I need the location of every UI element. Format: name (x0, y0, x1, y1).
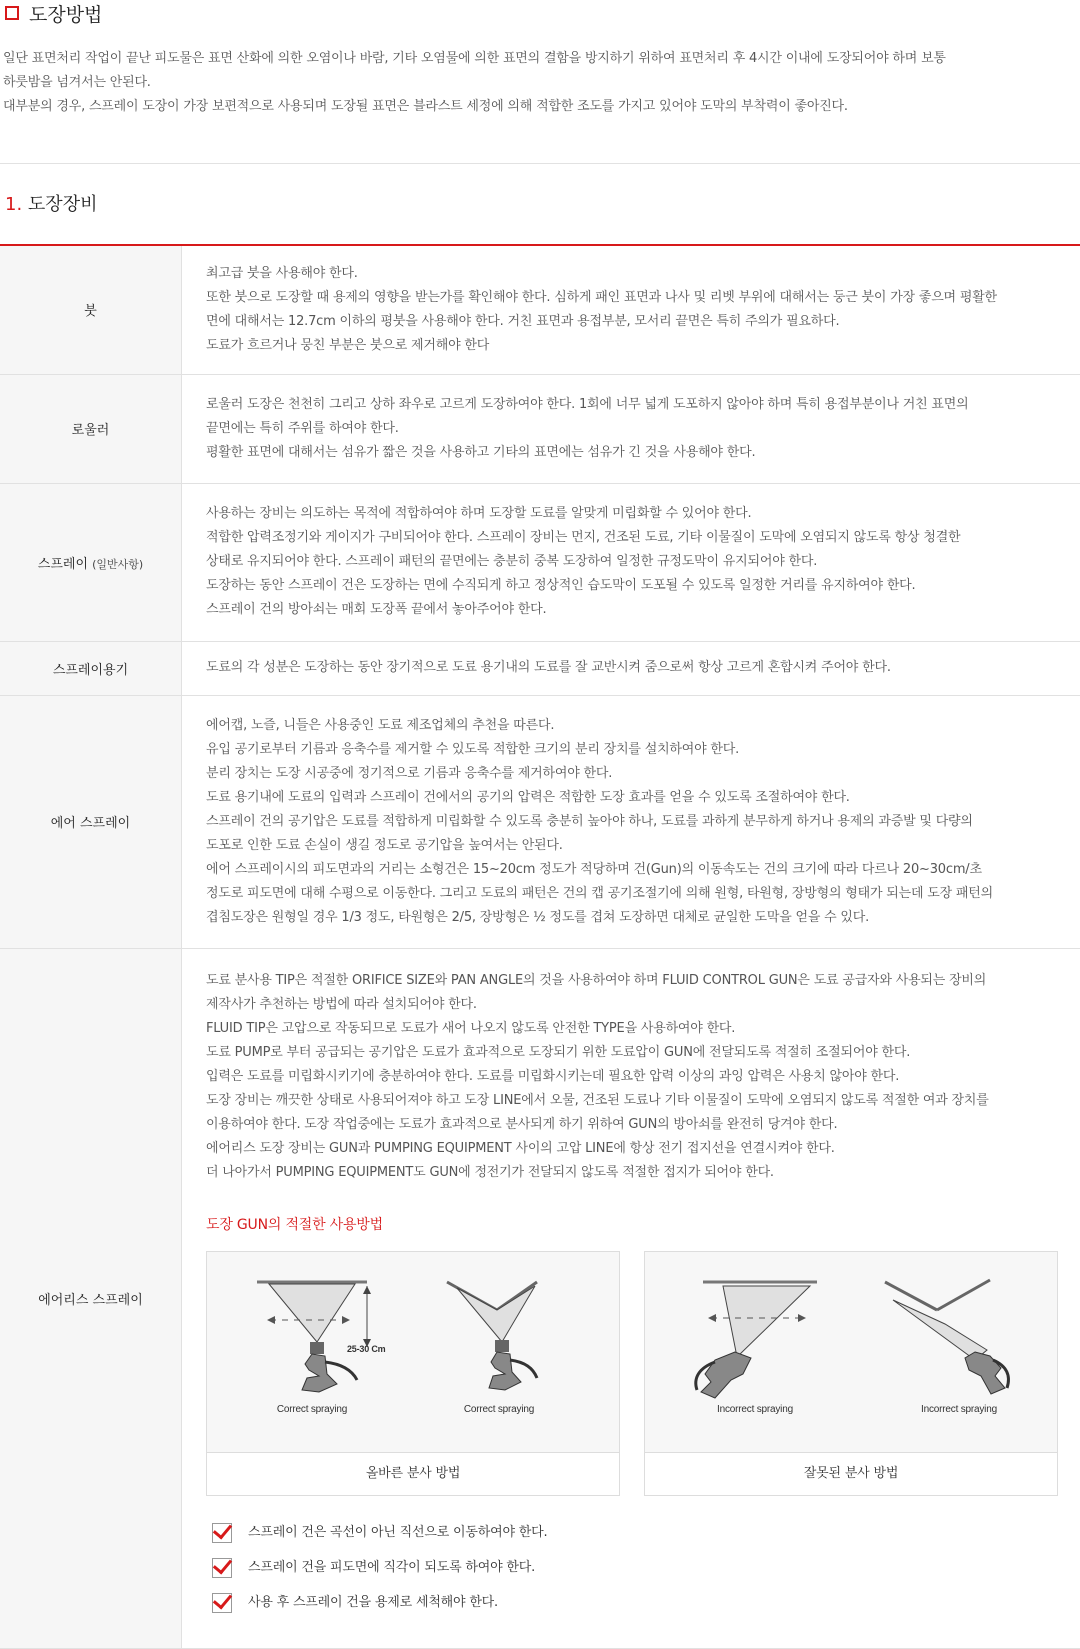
body-line: 더 나아가서 PUMPING EQUIPMENT도 GUN에 정전기가 전달되지 않도록 적절한 접지가 되어야 한다. (206, 1161, 1058, 1185)
checkmark-icon (212, 1558, 232, 1578)
equipment-table (0, 244, 1080, 1649)
body-line: 적합한 압력조정기와 게이지가 구비되어야 한다. 스프레이 장비는 먼지, 건조된 도료, 기타 이물질이 도막에 오염되지 않도록 항상 청결한 (206, 526, 1058, 550)
body-line: 도포로 인한 도료 손실이 생길 정도로 공기압을 높여서는 안된다. (206, 834, 1058, 858)
row-label (0, 483, 182, 641)
table-row (0, 695, 1080, 948)
incorrect-spraying-caption: 잘못된 분사 방법 (645, 1453, 1057, 1495)
body-line: 상태로 유지되어야 한다. 스프레이 패턴의 끝면에는 충분히 중복 도장하여 일정한 규정도막이 유지되어야 한다. (206, 550, 1058, 574)
row-label: 로울러 (0, 374, 182, 483)
row-body (182, 641, 1080, 695)
body-line: 겹침도장은 원형일 경우 1/3 정도, 타원형은 2/5, 장방형은 ½ 정도를 겹쳐 도장하면 대체로 균일한 도막을 얻을 수 있다. (206, 906, 1058, 930)
figure-label: Correct spraying (277, 1404, 347, 1415)
body-line: 도장하는 동안 스프레이 건은 도장하는 면에 수직되게 하고 정상적인 습도막이 도포될 수 있도록 일정한 거리를 유지하여야 한다. (206, 574, 1058, 598)
intro-line: 일단 표면처리 작업이 끝난 피도물은 표면 산화에 의한 오염이나 바람, 기타 오염물에 의한 표면의 결함을 방지하기 위하여 표면처리 후 4시간 이내에 도장되어야 하며 보통 (3, 47, 1073, 71)
body-line: 이용하여야 한다. 도장 작업중에는 도료가 효과적으로 분사되게 하기 위하여 GUN의 방아쇠를 완전히 당겨야 한다. (206, 1113, 1058, 1137)
page-title: 도장방법 (29, 0, 102, 27)
row-body (182, 245, 1080, 374)
intro-text (3, 47, 1073, 119)
body-line: 도장 장비는 깨끗한 상태로 사용되어져야 하고 도장 LINE에서 오물, 건조된 도료나 기타 이물질이 도막에 오염되지 않도록 적절한 여과 장치를 (206, 1089, 1058, 1113)
body-line: 에어 스프레이시의 피도면과의 거리는 소형건은 15~20cm 정도가 적당하며 건(Gun)의 이동속도는 건의 크기에 따라 다르나 20~30cm/초 (206, 858, 1058, 882)
checklist-text: 사용 후 스프레이 건을 용제로 세척해야 한다. (248, 1591, 498, 1615)
body-line: 면에 대해서는 12.7cm 이하의 평붓을 사용해야 한다. 거친 표면과 용접부분, 모서리 끝면은 특히 주의가 필요하다. (206, 310, 1058, 334)
intro-line: 대부분의 경우, 스프레이 도장이 가장 보편적으로 사용되며 도장될 표면은 블라스트 세정에 의해 적합한 조도를 가지고 있어야 도막의 부착력이 좋아진다. (3, 95, 1073, 119)
section-title-text: 도장장비 (28, 194, 98, 215)
body-line: 도료가 흐르거나 뭉친 부분은 붓으로 제거해야 한다 (206, 334, 1058, 358)
row-label: 스프레이용기 (0, 641, 182, 695)
body-line: 또한 붓으로 도장할 때 용제의 영향을 받는가를 확인해야 한다. 심하게 패인 표면과 나사 및 리벳 부위에 대해서는 둥근 붓이 가장 좋으며 평활한 (206, 286, 1058, 310)
checklist-item (206, 1586, 1058, 1621)
body-line: 도료 PUMP로 부터 공급되는 공기압은 도료가 효과적으로 도장되기 위한 도료압이 GUN에 전달되도록 적절히 조절되어야 한다. (206, 1041, 1058, 1065)
figure-label: Correct spraying (464, 1404, 534, 1415)
body-line: FLUID TIP은 고압으로 작동되므로 도료가 새어 나오지 않도록 안전한 TYPE을 사용하여야 한다. (206, 1017, 1058, 1041)
body-line: 에어캡, 노즐, 니들은 사용중인 도료 제조업체의 추천을 따른다. (206, 714, 1058, 738)
body-line: 분리 장치는 도장 시공중에 정기적으로 기름과 응축수를 제거하여야 한다. (206, 762, 1058, 786)
divider (0, 163, 1080, 164)
row-label: 붓 (0, 245, 182, 374)
body-line: 스프레이 건의 방아쇠는 매회 도장폭 끝에서 놓아주어야 한다. (206, 598, 1058, 622)
square-bullet-icon (5, 6, 19, 20)
checklist-item (206, 1516, 1058, 1551)
table-row (0, 374, 1080, 483)
correct-spraying-image (207, 1252, 619, 1453)
figure-label: Incorrect spraying (921, 1404, 997, 1415)
body-line: 에어리스 도장 장비는 GUN과 PUMPING EQUIPMENT 사이의 고압 LINE에 항상 전기 접지선을 연결시켜야 한다. (206, 1137, 1058, 1161)
body-line: 제작사가 추천하는 방법에 따라 설치되어야 한다. (206, 993, 1058, 1017)
incorrect-spraying-illustration (645, 1252, 1057, 1452)
row-body (182, 695, 1080, 948)
body-line: 정도로 피도면에 대해 수평으로 이동한다. 그리고 도료의 패턴은 건의 캡 공기조절기에 의해 원형, 타원형, 장방형의 형태가 되는데 도장 패턴의 (206, 882, 1058, 906)
row-body (182, 374, 1080, 483)
body-line: 최고급 붓을 사용해야 한다. (206, 262, 1058, 286)
body-line: 도료 분사용 TIP은 적절한 ORIFICE SIZE와 PAN ANGLE의 것을 사용하여야 하며 FLUID CONTROL GUN은 도료 공급자와 사용되는 장비의 (206, 969, 1058, 993)
correct-spraying-illustration (207, 1252, 619, 1452)
body-line: 도료 용기내에 도료의 입력과 스프레이 건에서의 공기의 압력은 적합한 도장 효과를 얻을 수 있도록 조절하여야 한다. (206, 786, 1058, 810)
table-row (0, 641, 1080, 695)
checklist-text: 스프레이 건을 피도면에 직각이 되도록 하여야 한다. (248, 1556, 535, 1580)
body-line: 끝면에는 특히 주위를 하여야 한다. (206, 417, 1058, 441)
row-label: 에어 스프레이 (0, 695, 182, 948)
gun-usage-title: 도장 GUN의 적절한 사용방법 (206, 1213, 1058, 1237)
section-title (5, 190, 97, 216)
figure-label: Incorrect spraying (717, 1404, 793, 1415)
row-body (182, 948, 1080, 1648)
body-line: 평활한 표면에 대해서는 섬유가 짧은 것을 사용하고 기타의 표면에는 섬유가 긴 것을 사용해야 한다. (206, 441, 1058, 465)
section-number: 1. (5, 194, 22, 215)
correct-spraying-caption: 올바른 분사 방법 (207, 1453, 619, 1495)
checklist-item (206, 1551, 1058, 1586)
row-label-text: 스프레이 (38, 557, 88, 572)
checkmark-icon (212, 1593, 232, 1613)
row-label: 에어리스 스프레이 (0, 948, 182, 1648)
incorrect-spraying-box (644, 1251, 1058, 1496)
incorrect-spraying-image (645, 1252, 1057, 1453)
row-label-note: (일반사항) (92, 558, 143, 571)
row-body (182, 483, 1080, 641)
intro-line: 하룻밤을 넘겨서는 안된다. (3, 71, 1073, 95)
gun-usage-figures (206, 1251, 1058, 1496)
body-line: 로울러 도장은 천천히 그리고 상하 좌우로 고르게 도장하여야 한다. 1회에 너무 넓게 도포하지 않아야 하며 특히 용접부분이나 거친 표면의 (206, 393, 1058, 417)
checklist-text: 스프레이 건은 곡선이 아닌 직선으로 이동하여야 한다. (248, 1521, 547, 1545)
page-header (5, 0, 102, 26)
body-line: 입력은 도료를 미립화시키기에 충분하여야 한다. 도료를 미립화시키는데 필요한 압력 이상의 과잉 압력은 사용치 않아야 한다. (206, 1065, 1058, 1089)
body-line: 스프레이 건의 공기압은 도료를 적합하게 미립화할 수 있도록 충분히 높아야 하나, 도료를 과하게 분무하게 하거나 용제의 과증발 및 다량의 (206, 810, 1058, 834)
table-row (0, 483, 1080, 641)
correct-spraying-box (206, 1251, 620, 1496)
table-row (0, 245, 1080, 374)
body-line: 유입 공기로부터 기름과 응축수를 제거할 수 있도록 적합한 크기의 분리 장치를 설치하여야 한다. (206, 738, 1058, 762)
distance-label: 25-30 Cm (347, 1344, 386, 1354)
body-line: 도료의 각 성분은 도장하는 동안 장기적으로 도료 용기내의 도료를 잘 교반시켜 줌으로써 항상 고르게 혼합시켜 주어야 한다. (206, 656, 1058, 680)
checkmark-icon (212, 1523, 232, 1543)
checklist (206, 1516, 1058, 1621)
body-line: 사용하는 장비는 의도하는 목적에 적합하여야 하며 도장할 도료를 알맞게 미립화할 수 있어야 한다. (206, 502, 1058, 526)
table-row (0, 948, 1080, 1648)
